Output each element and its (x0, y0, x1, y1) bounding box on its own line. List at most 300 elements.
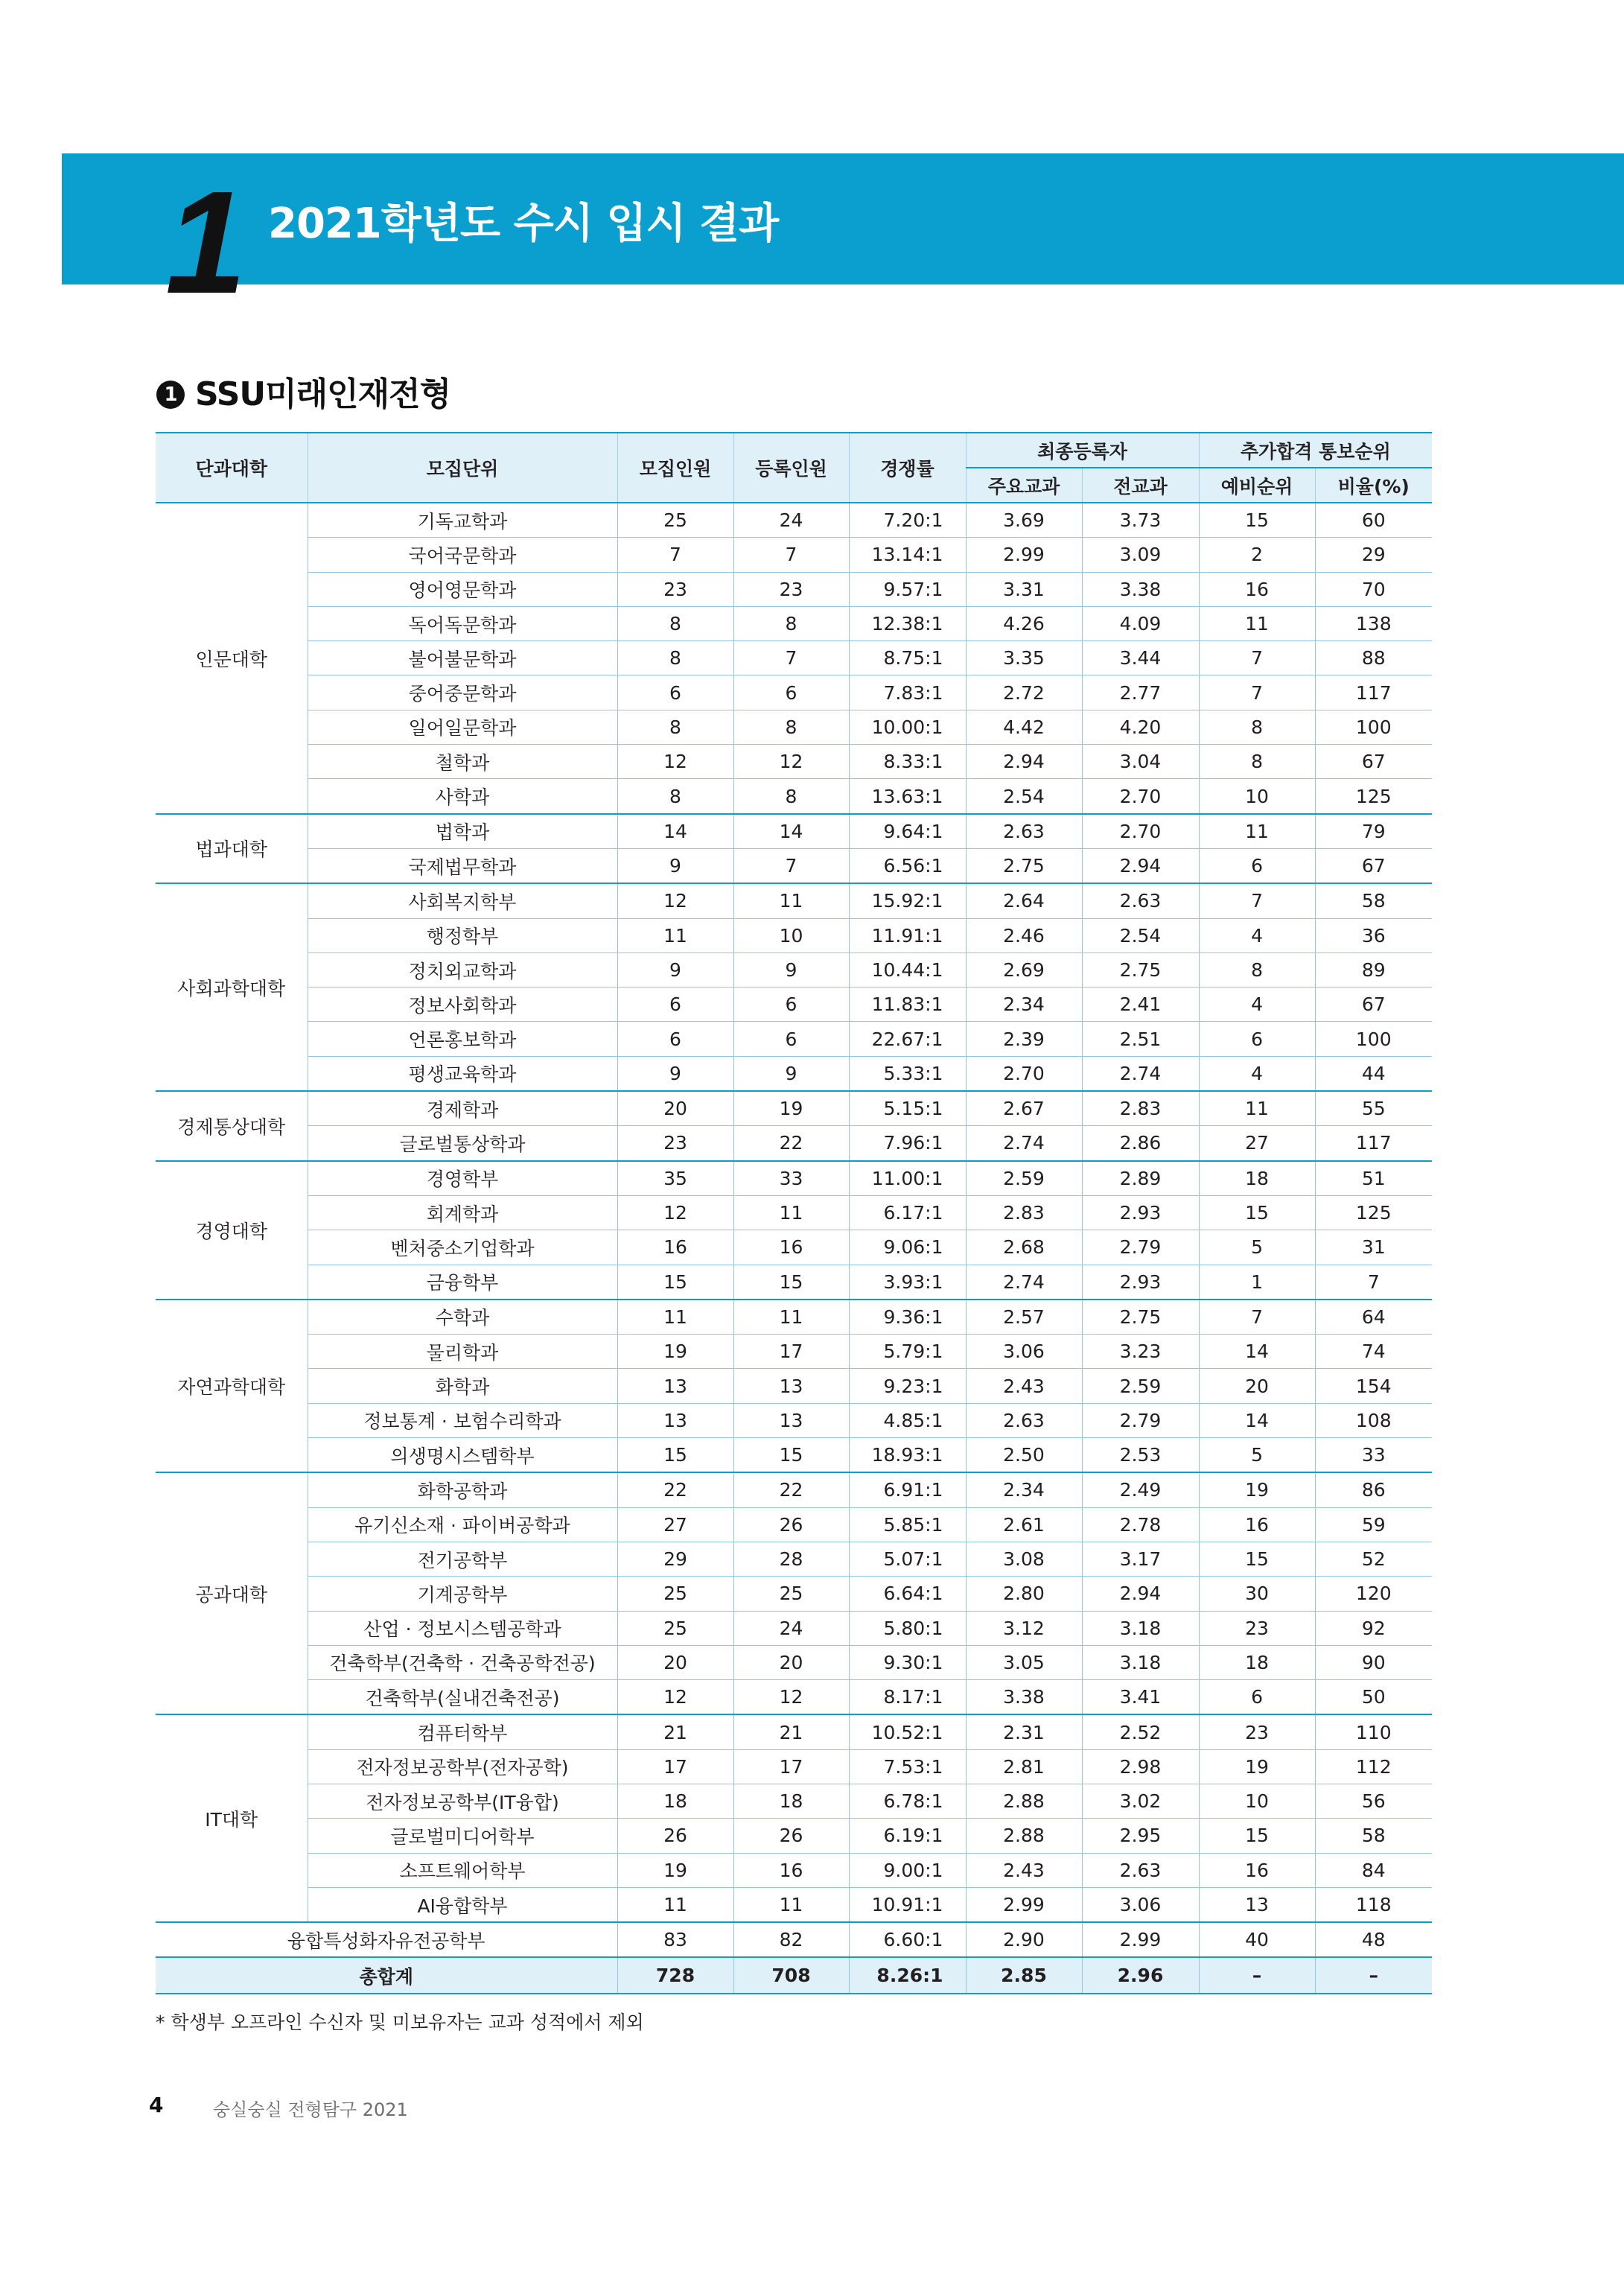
reserve-rank: 8 (1199, 710, 1315, 744)
rate: 74 (1315, 1335, 1432, 1369)
rate: 84 (1315, 1853, 1432, 1887)
main-subjects-grade: 2.31 (966, 1714, 1082, 1749)
total-label: 총합계 (156, 1957, 617, 1994)
unit-name: 의생명시스템학부 (308, 1438, 617, 1473)
reserve-rank: 6 (1199, 1680, 1315, 1715)
unit-name: 벤처중소기업학과 (308, 1230, 617, 1265)
registered: 82 (733, 1922, 849, 1957)
competition-ratio: 9.57:1 (849, 572, 966, 606)
rate: 89 (1315, 953, 1432, 987)
unit-name: AI융합학부 (308, 1887, 617, 1922)
unit-name: 일어일문학과 (308, 710, 617, 744)
reserve-rank: 7 (1199, 1300, 1315, 1335)
main-subjects-grade: 2.50 (966, 1438, 1082, 1473)
table-row (156, 1161, 1432, 1196)
all-subjects-grade: 3.04 (1082, 745, 1199, 779)
registered: 7 (733, 848, 849, 883)
competition-ratio: 7.83:1 (849, 675, 966, 710)
quota: 9 (617, 953, 733, 987)
competition-ratio: 4.85:1 (849, 1403, 966, 1437)
registered: 22 (733, 1472, 849, 1507)
registered: 6 (733, 675, 849, 710)
reserve-rank: 5 (1199, 1438, 1315, 1473)
quota: 27 (617, 1507, 733, 1542)
unit-name: 전자정보공학부(전자공학) (308, 1749, 617, 1784)
reserve-rank: 23 (1199, 1611, 1315, 1645)
reserve-rank: 16 (1199, 572, 1315, 606)
table-row (156, 883, 1432, 918)
unit-name: 화학과 (308, 1369, 617, 1403)
quota: 13 (617, 1369, 733, 1403)
main-subjects-grade: 2.61 (966, 1507, 1082, 1542)
unit-name: 소프트웨어학부 (308, 1853, 617, 1887)
reserve-rank: 14 (1199, 1335, 1315, 1369)
registered: 17 (733, 1749, 849, 1784)
unit-name: 법학과 (308, 814, 617, 849)
quota: 25 (617, 1611, 733, 1645)
competition-ratio: 11.83:1 (849, 988, 966, 1022)
all-subjects-grade: 2.86 (1082, 1126, 1199, 1161)
table-row (156, 1438, 1432, 1473)
table-row (156, 1714, 1432, 1749)
registered: 8 (733, 710, 849, 744)
all-subjects-grade: 4.20 (1082, 710, 1199, 744)
table-row (156, 779, 1432, 814)
main-subjects-grade: 3.12 (966, 1611, 1082, 1645)
reserve-rank: 8 (1199, 953, 1315, 987)
unit-name: 행정학부 (308, 918, 617, 953)
main-subjects-grade: 2.68 (966, 1230, 1082, 1265)
quota: 11 (617, 1887, 733, 1922)
competition-ratio: 7.96:1 (849, 1126, 966, 1161)
rate: 125 (1315, 779, 1432, 814)
all-subjects-grade: 3.38 (1082, 572, 1199, 606)
unit-name: 건축학부(실내건축전공) (308, 1680, 617, 1715)
reserve-rank: 5 (1199, 1230, 1315, 1265)
quota: 21 (617, 1714, 733, 1749)
quota: 83 (617, 1922, 733, 1957)
rate: 59 (1315, 1507, 1432, 1542)
table-row (156, 1887, 1432, 1922)
all-subjects-grade: 2.93 (1082, 1265, 1199, 1300)
college-name: 공과대학 (156, 1472, 308, 1714)
registered: 11 (733, 1300, 849, 1335)
registered: 28 (733, 1542, 849, 1576)
rate: 52 (1315, 1542, 1432, 1576)
registered: 6 (733, 1022, 849, 1056)
table-row (156, 503, 1432, 538)
unit-name: 정보사회학과 (308, 988, 617, 1022)
rate: 60 (1315, 503, 1432, 538)
all-subjects-grade: 3.09 (1082, 538, 1199, 572)
header-main-subjects: 주요교과 (966, 468, 1082, 503)
unit-name: 물리학과 (308, 1335, 617, 1369)
registered: 14 (733, 814, 849, 849)
table-row (156, 1126, 1432, 1161)
quota: 29 (617, 1542, 733, 1576)
quota: 25 (617, 1577, 733, 1611)
total-registered: 708 (733, 1957, 849, 1994)
all-subjects-grade: 3.06 (1082, 1887, 1199, 1922)
competition-ratio: 6.64:1 (849, 1577, 966, 1611)
registered: 6 (733, 988, 849, 1022)
rate: 36 (1315, 918, 1432, 953)
competition-ratio: 7.20:1 (849, 503, 966, 538)
unit-name: 국제법무학과 (308, 848, 617, 883)
all-subjects-grade: 2.98 (1082, 1749, 1199, 1784)
main-subjects-grade: 3.08 (966, 1542, 1082, 1576)
quota: 8 (617, 606, 733, 640)
table-row (156, 1230, 1432, 1265)
section-title-text: SSU미래인재전형 (195, 375, 451, 413)
unit-name: 중어중문학과 (308, 675, 617, 710)
all-subjects-grade: 2.53 (1082, 1438, 1199, 1473)
unit-name: 경영학부 (308, 1161, 617, 1196)
total-main-subjects-grade: 2.85 (966, 1957, 1082, 1994)
table-row (156, 572, 1432, 606)
main-subjects-grade: 4.26 (966, 606, 1082, 640)
college-name: 인문대학 (156, 503, 308, 814)
quota: 13 (617, 1403, 733, 1437)
registered: 12 (733, 745, 849, 779)
table-row (156, 1577, 1432, 1611)
all-subjects-grade: 2.75 (1082, 1300, 1199, 1335)
main-subjects-grade: 2.90 (966, 1922, 1082, 1957)
table-row (156, 1645, 1432, 1679)
reserve-rank: 15 (1199, 503, 1315, 538)
header-reserve-rank: 예비순위 (1199, 468, 1315, 503)
competition-ratio: 6.60:1 (849, 1922, 966, 1957)
main-subjects-grade: 2.94 (966, 745, 1082, 779)
total-all-subjects-grade: 2.96 (1082, 1957, 1199, 1994)
registered: 8 (733, 606, 849, 640)
competition-ratio: 10.44:1 (849, 953, 966, 987)
competition-ratio: 9.23:1 (849, 1369, 966, 1403)
rate: 56 (1315, 1784, 1432, 1818)
quota: 8 (617, 779, 733, 814)
quota: 19 (617, 1335, 733, 1369)
competition-ratio: 5.15:1 (849, 1091, 966, 1126)
reserve-rank: 23 (1199, 1714, 1315, 1749)
reserve-rank: 14 (1199, 1403, 1315, 1437)
quota: 26 (617, 1819, 733, 1853)
main-subjects-grade: 2.72 (966, 675, 1082, 710)
registered: 18 (733, 1784, 849, 1818)
competition-ratio: 5.07:1 (849, 1542, 966, 1576)
registered: 7 (733, 641, 849, 675)
all-subjects-grade: 3.18 (1082, 1645, 1199, 1679)
competition-ratio: 8.75:1 (849, 641, 966, 675)
competition-ratio: 7.53:1 (849, 1749, 966, 1784)
competition-ratio: 5.33:1 (849, 1056, 966, 1091)
rate: 48 (1315, 1922, 1432, 1957)
main-subjects-grade: 2.67 (966, 1091, 1082, 1126)
unit-name: 글로벌미디어학부 (308, 1819, 617, 1853)
rate: 112 (1315, 1749, 1432, 1784)
section-number-badge: 1 (156, 381, 185, 409)
rate: 118 (1315, 1887, 1432, 1922)
registered: 9 (733, 1056, 849, 1091)
reserve-rank: 15 (1199, 1195, 1315, 1230)
unit-name: 화학공학과 (308, 1472, 617, 1507)
main-subjects-grade: 2.57 (966, 1300, 1082, 1335)
quota: 15 (617, 1438, 733, 1473)
unit-name: 글로벌통상학과 (308, 1126, 617, 1161)
header-rate: 비율(%) (1315, 468, 1432, 503)
all-subjects-grade: 2.99 (1082, 1922, 1199, 1957)
competition-ratio: 9.30:1 (849, 1645, 966, 1679)
rate: 64 (1315, 1300, 1432, 1335)
reserve-rank: 4 (1199, 1056, 1315, 1091)
main-subjects-grade: 2.69 (966, 953, 1082, 987)
unit-name: 영어영문학과 (308, 572, 617, 606)
main-subjects-grade: 2.64 (966, 883, 1082, 918)
unit-name: 금융학부 (308, 1265, 617, 1300)
registered: 22 (733, 1126, 849, 1161)
registered: 23 (733, 572, 849, 606)
main-subjects-grade: 2.74 (966, 1126, 1082, 1161)
header-registered: 등록인원 (733, 433, 849, 503)
unit-name: 기계공학부 (308, 1577, 617, 1611)
rate: 92 (1315, 1611, 1432, 1645)
reserve-rank: 11 (1199, 606, 1315, 640)
competition-ratio: 10.00:1 (849, 710, 966, 744)
quota: 25 (617, 503, 733, 538)
reserve-rank: 2 (1199, 538, 1315, 572)
quota: 18 (617, 1784, 733, 1818)
all-subjects-grade: 3.73 (1082, 503, 1199, 538)
footnote: * 학생부 오프라인 수신자 및 미보유자는 교과 성적에서 제외 (156, 2012, 644, 2033)
table-row (156, 1472, 1432, 1507)
quota: 35 (617, 1161, 733, 1196)
registered: 24 (733, 1611, 849, 1645)
table-row (156, 848, 1432, 883)
chapter-number: 1 (165, 161, 244, 324)
quota: 12 (617, 883, 733, 918)
all-subjects-grade: 2.94 (1082, 1577, 1199, 1611)
all-subjects-grade: 2.52 (1082, 1714, 1199, 1749)
quota: 12 (617, 1195, 733, 1230)
reserve-rank: 19 (1199, 1749, 1315, 1784)
registered: 9 (733, 953, 849, 987)
table-row (156, 1680, 1432, 1715)
rate: 29 (1315, 538, 1432, 572)
rate: 100 (1315, 1022, 1432, 1056)
registered: 24 (733, 503, 849, 538)
table-row (156, 675, 1432, 710)
all-subjects-grade: 2.95 (1082, 1819, 1199, 1853)
rate: 51 (1315, 1161, 1432, 1196)
all-subjects-grade: 2.93 (1082, 1195, 1199, 1230)
competition-ratio: 6.17:1 (849, 1195, 966, 1230)
competition-ratio: 13.63:1 (849, 779, 966, 814)
quota: 6 (617, 1022, 733, 1056)
main-subjects-grade: 3.05 (966, 1645, 1082, 1679)
registered: 11 (733, 1887, 849, 1922)
rate: 67 (1315, 988, 1432, 1022)
unit-name: 평생교육학과 (308, 1056, 617, 1091)
competition-ratio: 9.00:1 (849, 1853, 966, 1887)
unit-name: 유기신소재 · 파이버공학과 (308, 1507, 617, 1542)
quota: 6 (617, 988, 733, 1022)
main-subjects-grade: 2.75 (966, 848, 1082, 883)
competition-ratio: 6.78:1 (849, 1784, 966, 1818)
unit-name: 전기공학부 (308, 1542, 617, 1576)
all-subjects-grade: 2.63 (1082, 1853, 1199, 1887)
registered: 21 (733, 1714, 849, 1749)
quota: 23 (617, 1126, 733, 1161)
quota: 23 (617, 572, 733, 606)
quota: 6 (617, 675, 733, 710)
rate: 100 (1315, 710, 1432, 744)
rate: 86 (1315, 1472, 1432, 1507)
rate: 110 (1315, 1714, 1432, 1749)
registered: 17 (733, 1335, 849, 1369)
competition-ratio: 15.92:1 (849, 883, 966, 918)
reserve-rank: 30 (1199, 1577, 1315, 1611)
main-subjects-grade: 2.34 (966, 1472, 1082, 1507)
quota: 9 (617, 848, 733, 883)
registered: 15 (733, 1438, 849, 1473)
main-subjects-grade: 2.83 (966, 1195, 1082, 1230)
registered: 25 (733, 1577, 849, 1611)
all-subjects-grade: 2.74 (1082, 1056, 1199, 1091)
competition-ratio: 10.52:1 (849, 1714, 966, 1749)
competition-ratio: 6.56:1 (849, 848, 966, 883)
table-row (156, 1195, 1432, 1230)
table-row (156, 1091, 1432, 1126)
table-row (156, 1784, 1432, 1818)
main-subjects-grade: 2.34 (966, 988, 1082, 1022)
competition-ratio: 3.93:1 (849, 1265, 966, 1300)
quota: 20 (617, 1645, 733, 1679)
all-subjects-grade: 2.77 (1082, 675, 1199, 710)
rate: 79 (1315, 814, 1432, 849)
unit-name: 철학과 (308, 745, 617, 779)
rate: 7 (1315, 1265, 1432, 1300)
header-quota: 모집인원 (617, 433, 733, 503)
registered: 20 (733, 1645, 849, 1679)
all-subjects-grade: 2.78 (1082, 1507, 1199, 1542)
table-row (156, 641, 1432, 675)
table-row (156, 1403, 1432, 1437)
main-subjects-grade: 2.88 (966, 1784, 1082, 1818)
quota: 8 (617, 710, 733, 744)
reserve-rank: 10 (1199, 1784, 1315, 1818)
rate: 44 (1315, 1056, 1432, 1091)
competition-ratio: 12.38:1 (849, 606, 966, 640)
table-row (156, 1369, 1432, 1403)
quota: 8 (617, 641, 733, 675)
reserve-rank: 11 (1199, 1091, 1315, 1126)
header-extra-acceptance: 추가합격 통보순위 (1199, 433, 1432, 468)
college-name: 경영대학 (156, 1161, 308, 1300)
rate: 125 (1315, 1195, 1432, 1230)
table-row (156, 1749, 1432, 1784)
main-subjects-grade: 2.63 (966, 814, 1082, 849)
table-row (156, 1056, 1432, 1091)
unit-name: 경제학과 (308, 1091, 617, 1126)
total-competition-ratio: 8.26:1 (849, 1957, 966, 1994)
registered: 26 (733, 1819, 849, 1853)
reserve-rank: 15 (1199, 1542, 1315, 1576)
table-row (156, 814, 1432, 849)
quota: 19 (617, 1853, 733, 1887)
quota: 15 (617, 1265, 733, 1300)
all-subjects-grade: 2.49 (1082, 1472, 1199, 1507)
main-subjects-grade: 2.74 (966, 1265, 1082, 1300)
table-row (156, 1300, 1432, 1335)
main-subjects-grade: 3.06 (966, 1335, 1082, 1369)
main-subjects-grade: 2.43 (966, 1369, 1082, 1403)
quota: 11 (617, 918, 733, 953)
unit-name: 불어불문학과 (308, 641, 617, 675)
table-row (156, 1542, 1432, 1576)
college-name: IT대학 (156, 1714, 308, 1922)
all-subjects-grade: 2.70 (1082, 779, 1199, 814)
reserve-rank: 10 (1199, 779, 1315, 814)
table-row (156, 606, 1432, 640)
competition-ratio: 22.67:1 (849, 1022, 966, 1056)
main-subjects-grade: 2.39 (966, 1022, 1082, 1056)
reserve-rank: 6 (1199, 848, 1315, 883)
reserve-rank: 18 (1199, 1645, 1315, 1679)
registered: 12 (733, 1680, 849, 1715)
rate: 50 (1315, 1680, 1432, 1715)
competition-ratio: 11.00:1 (849, 1161, 966, 1196)
all-subjects-grade: 3.17 (1082, 1542, 1199, 1576)
main-subjects-grade: 2.59 (966, 1161, 1082, 1196)
all-subjects-grade: 3.02 (1082, 1784, 1199, 1818)
registered: 16 (733, 1230, 849, 1265)
publication-title: 숭실숭실 전형탐구 2021 (213, 2099, 408, 2120)
total-reserve-rank: – (1199, 1957, 1315, 1994)
main-subjects-grade: 2.70 (966, 1056, 1082, 1091)
rate: 70 (1315, 572, 1432, 606)
unit-name: 사회복지학부 (308, 883, 617, 918)
competition-ratio: 5.80:1 (849, 1611, 966, 1645)
college-name: 경제통상대학 (156, 1091, 308, 1161)
college-name: 자연과학대학 (156, 1300, 308, 1472)
reserve-rank: 4 (1199, 988, 1315, 1022)
registered: 16 (733, 1853, 849, 1887)
registered: 11 (733, 1195, 849, 1230)
unit-name: 회계학과 (308, 1195, 617, 1230)
reserve-rank: 27 (1199, 1126, 1315, 1161)
registered: 13 (733, 1403, 849, 1437)
quota: 9 (617, 1056, 733, 1091)
reserve-rank: 19 (1199, 1472, 1315, 1507)
registered: 13 (733, 1369, 849, 1403)
reserve-rank: 11 (1199, 814, 1315, 849)
table-row (156, 988, 1432, 1022)
all-subjects-grade: 2.79 (1082, 1230, 1199, 1265)
quota: 7 (617, 538, 733, 572)
reserve-rank: 20 (1199, 1369, 1315, 1403)
rate: 117 (1315, 1126, 1432, 1161)
all-subjects-grade: 2.70 (1082, 814, 1199, 849)
table-row (156, 918, 1432, 953)
table-row (156, 710, 1432, 744)
registered: 10 (733, 918, 849, 953)
reserve-rank: 4 (1199, 918, 1315, 953)
reserve-rank: 18 (1199, 1161, 1315, 1196)
main-subjects-grade: 2.54 (966, 779, 1082, 814)
all-subjects-grade: 2.83 (1082, 1091, 1199, 1126)
rate: 117 (1315, 675, 1432, 710)
all-subjects-grade: 2.75 (1082, 953, 1199, 987)
reserve-rank: 1 (1199, 1265, 1315, 1300)
